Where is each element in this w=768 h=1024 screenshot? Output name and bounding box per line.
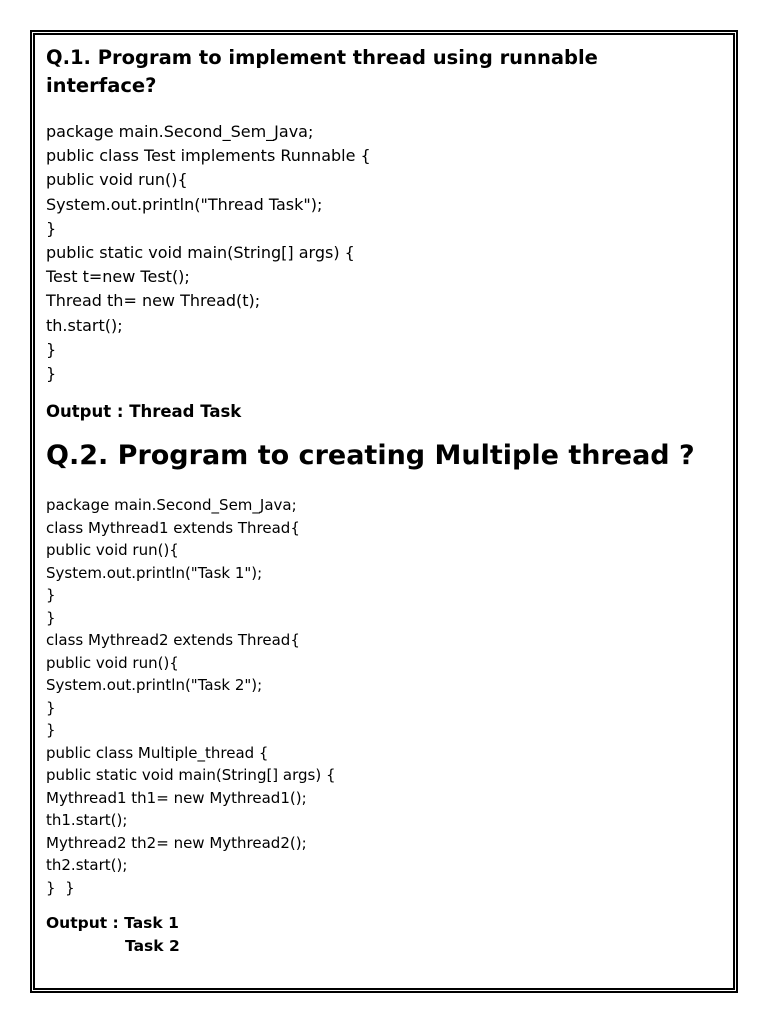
- code-line: th2.start();: [46, 856, 128, 875]
- q2-code-block: [46, 494, 726, 899]
- code-line: }: [46, 698, 56, 717]
- code-line: Mythread1 th1= new Mythread1();: [46, 788, 307, 807]
- code-line: public void run(){: [46, 541, 179, 560]
- q1-heading-line2: interface?: [46, 74, 157, 97]
- code-line: public class Multiple_thread {: [46, 743, 269, 762]
- code-line: package main.Second_Sem_Java;: [46, 496, 297, 515]
- code-line: public void run(){: [46, 653, 179, 672]
- code-line: th1.start();: [46, 811, 128, 830]
- q2-output-line2: Task 2: [125, 936, 180, 955]
- q1-heading: [46, 44, 726, 100]
- code-line: public void run(){: [46, 170, 188, 190]
- code-line: }: [46, 339, 57, 359]
- code-line: Mythread2 th2= new Mythread2();: [46, 833, 307, 852]
- code-line: }: [46, 586, 56, 605]
- code-line: class Mythread1 extends Thread{: [46, 518, 300, 537]
- code-line: }: [46, 721, 56, 740]
- code-line: public class Test implements Runnable {: [46, 146, 371, 166]
- code-line: Test t=new Test();: [46, 267, 190, 287]
- q1-code-block: [46, 120, 726, 386]
- code-line: class Mythread2 extends Thread{: [46, 631, 300, 650]
- q1-heading-line1: Q.1. Program to implement thread using runnable: [46, 46, 598, 69]
- code-line: System.out.println("Task 1");: [46, 563, 263, 582]
- code-line: }: [46, 218, 57, 238]
- document-content: [46, 44, 726, 957]
- code-line: System.out.println("Task 2");: [46, 676, 263, 695]
- q2-heading: Q.2. Program to creating Multiple thread ?: [46, 440, 695, 472]
- code-line: }: [46, 364, 57, 384]
- code-line: System.out.println("Thread Task");: [46, 194, 323, 214]
- code-line: } }: [46, 878, 75, 897]
- code-line: }: [46, 608, 56, 627]
- q2-output: [46, 912, 726, 957]
- code-line: public static void main(String[] args) {: [46, 766, 336, 785]
- code-line: public static void main(String[] args) {: [46, 243, 355, 263]
- q2-output-line1: Output : Task 1: [46, 914, 179, 933]
- code-line: Thread th= new Thread(t);: [46, 291, 261, 311]
- code-line: th.start();: [46, 315, 123, 335]
- code-line: package main.Second_Sem_Java;: [46, 122, 314, 141]
- q1-output: Output : Thread Task: [46, 402, 242, 422]
